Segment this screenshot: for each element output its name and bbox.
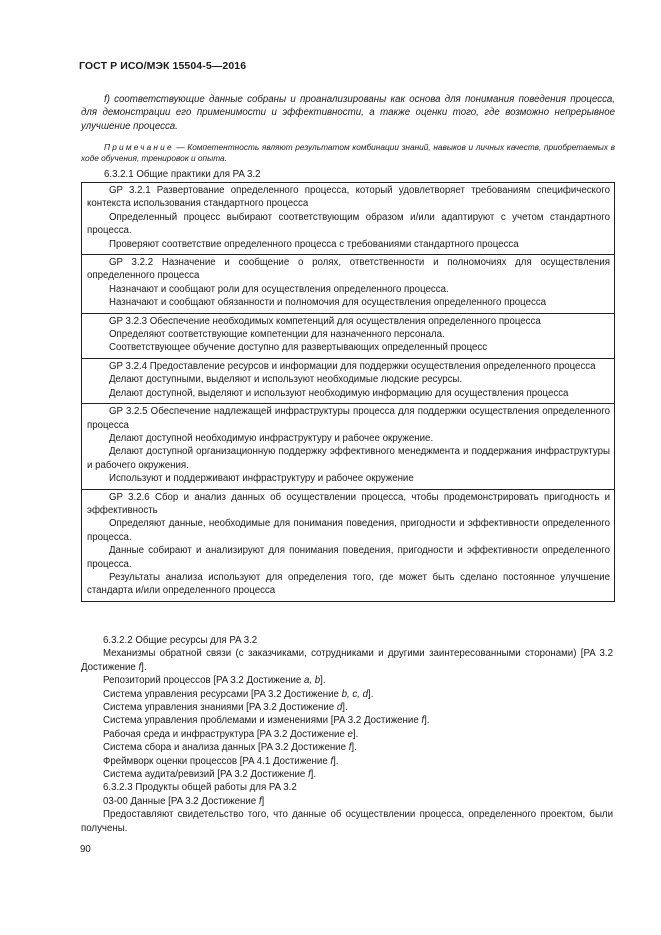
- resource-item: Система сбора и анализа данных [PA 3.2 Достижение f].: [103, 742, 357, 754]
- practice-item: Определяют соответствующие компетенции для назначенного персонала.: [109, 329, 445, 341]
- section-6-3-2-2-heading: 6.3.2.2 Общие ресурсы для PA 3.2: [103, 635, 258, 646]
- resource-item: Система аудита/ревизий [PA 3.2 Достижение f].: [103, 769, 317, 781]
- section-6-3-2-1-heading: 6.3.2.1 Общие практики для PA 3.2: [104, 169, 261, 180]
- practice-item: Назначают и сообщают роли для осуществления определенного процесса.: [109, 283, 449, 295]
- page-number: 90: [80, 844, 91, 855]
- final-paragraph: Предоставляют свидетельство того, что данные об осуществлении процесса, определенного проектом, были получены.: [81, 809, 613, 834]
- note-paragraph: [81, 142, 615, 165]
- practice-title: GP 3.2.2 Назначение и сообщение о ролях, ответственности и полномочиях для осуществления определенного процесса: [87, 257, 610, 282]
- practice-item: Проверяют соответствие определенного процесса с требованиями стандартного процесса: [109, 238, 519, 250]
- intro-paragraph: f) соответствующие данные собраны и проанализированы как основа для понимания поведения процесса, для демонстрации его применимости и эффективности, а также оценки того, где возможно непрерывное улучшение процесса.: [81, 94, 615, 132]
- practice-item: Используют и поддерживают инфраструктуру и рабочее окружение: [109, 473, 414, 485]
- practices-table: [81, 182, 615, 602]
- practice-item: Результаты анализа используют для определения того, где может быть сделано постоянное улучшение стандарта и/или определенного процесса: [87, 571, 610, 597]
- practice-title: GP 3.2.6 Сбор и анализ данных об осуществлении процесса, чтобы продемонстрировать пригодность и эффективность: [87, 491, 610, 516]
- practice-row: [82, 183, 614, 254]
- note-text: — Компетентность являют результатом комбинации знаний, навыков и личных качеств, приобретаемых в ходе обучения, тренировок и опыта.: [81, 142, 615, 164]
- resource-item: Система управления проблемами и изменениями [PA 3.2 Достижение f].: [103, 715, 430, 727]
- resource-item: Механизмы обратной связи (с заказчиками, сотрудниками и другими заинтересованными сторонами) [PA 3.2 Достижение f].: [81, 648, 613, 673]
- practice-row: [82, 358, 614, 403]
- practice-title: GP 3.2.4 Предоставление ресурсов и информации для поддержки осуществления определенного процесса: [109, 360, 596, 372]
- resource-item: Репозиторий процессов [PA 3.2 Достижение a, b].: [103, 675, 326, 687]
- note-label: Примечание: [104, 142, 174, 152]
- practice-row: [82, 403, 614, 488]
- resource-item: Фреймворк оценки процессов [PA 4.1 Достижение f].: [103, 755, 339, 767]
- practice-title: GP 3.2.3 Обеспечение необходимых компетенций для осуществления определенного процесса: [109, 315, 541, 327]
- practice-title: GP 3.2.1 Развертование определенного процесса, который удовлетворяет требованиям специфического контекста использования стандартного процесса: [87, 185, 610, 210]
- resource-item: Рабочая среда и инфраструктура [PA 3.2 Достижение e].: [103, 728, 359, 740]
- practice-item: Назначают и сообщают обязанности и полномочия для осуществления определенного процесса: [109, 297, 547, 309]
- practice-row: [82, 313, 614, 358]
- practice-item: Определяют данные, необходимые для понимания поведения, пригодности и эффективности определенного процесса.: [87, 518, 610, 543]
- resource-item: Система управления знаниями [PA 3.2 Достижение d].: [103, 702, 348, 714]
- work-product-item: 03-00 Данные [PA 3.2 Достижение f]: [103, 795, 265, 807]
- resource-item: Система управления ресурсами [PA 3.2 Достижение b, c, d].: [103, 688, 374, 700]
- practice-item: Делают доступными, выделяют и используют необходимые людские ресурсы.: [109, 374, 463, 386]
- practice-title: GP 3.2.5 Обеспечение надлежащей инфраструктуры процесса для поддержки осуществления определенного процесса: [87, 406, 610, 431]
- practice-item: Соответствующее обучение доступно для развертывающих определенный процесс: [109, 342, 488, 354]
- practice-row: [82, 254, 614, 313]
- practice-row: [82, 489, 614, 601]
- practice-item: Определенный процесс выбирают соответствующим образом и/или адаптируют с учетом стандартного процесса.: [87, 211, 610, 237]
- practice-item: Делают доступной организационную поддержку эффективного менеджмента и поддержания инфраструктуры и рабочего окружения.: [87, 446, 610, 471]
- resources-section: [81, 634, 613, 835]
- practice-item: Делают доступной, выделяют и используют необходимую информацию для осуществления процесса: [109, 387, 569, 399]
- practice-item: Делают доступной необходимую инфраструктуру и рабочее окружение.: [109, 432, 434, 444]
- practice-item: Данные собирают и анализируют для понимания поведения, пригодности и эффективности определенного процесса.: [87, 545, 610, 570]
- standard-header: ГОСТ Р ИСО/МЭК 15504-5—2016: [79, 60, 247, 72]
- section-6-3-2-3-heading: 6.3.2.3 Продукты общей работы для PA 3.2: [103, 782, 297, 794]
